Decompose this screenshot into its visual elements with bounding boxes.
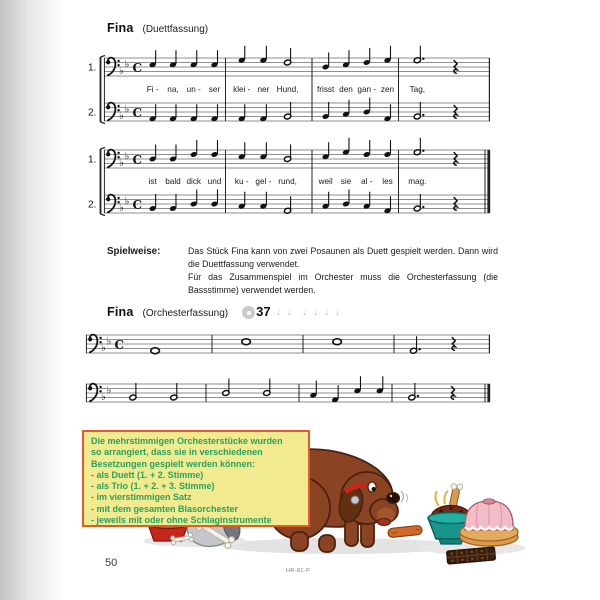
svg-text:ist: ist xyxy=(148,177,157,186)
music-system-duet-1 xyxy=(82,44,502,130)
music-system-orchester-2 xyxy=(82,375,502,407)
svg-text:mag.: mag. xyxy=(408,177,427,186)
svg-text:dick: dick xyxy=(186,177,202,186)
svg-text:ner: ner xyxy=(257,85,270,94)
piece-title: Fina xyxy=(107,305,134,319)
dog-hind-paw xyxy=(291,532,308,551)
sniff-mark xyxy=(406,494,408,502)
svg-text:♭: ♭ xyxy=(101,342,106,354)
piece-title: Fina xyxy=(107,21,134,35)
svg-text:al -: al - xyxy=(361,177,373,186)
svg-text:Fi -: Fi - xyxy=(146,85,159,94)
spielweise-text xyxy=(188,245,498,297)
svg-text:gan -: gan - xyxy=(357,85,377,94)
svg-text:♭: ♭ xyxy=(124,195,130,208)
piece-subtitle: (Orchesterfassung) xyxy=(142,308,229,319)
cd-track-icon xyxy=(242,306,255,319)
svg-text:♭: ♭ xyxy=(119,65,124,77)
svg-text:Tag,: Tag, xyxy=(409,85,426,94)
svg-text:sie: sie xyxy=(340,177,352,186)
svg-text:un -: un - xyxy=(186,85,201,94)
cd-hole xyxy=(247,311,251,315)
svg-text:den: den xyxy=(339,85,353,94)
svg-text:ser: ser xyxy=(208,85,221,94)
svg-text:les: les xyxy=(382,177,393,186)
svg-text:gel -: gel - xyxy=(255,177,272,186)
svg-text:Hund,: Hund, xyxy=(276,85,299,94)
dog-shadow xyxy=(222,538,458,554)
svg-text:klei -: klei - xyxy=(233,85,251,94)
infobox-line: - als Duett (1. + 2. Stimme) xyxy=(91,469,204,480)
count-in-notes-icon: ♩♩ ♩♩♩♩ xyxy=(276,307,347,318)
svg-text:2.: 2. xyxy=(88,107,97,119)
music-system-orchester-1 xyxy=(82,326,502,358)
title-orchesterfassung xyxy=(107,303,347,319)
svg-text:♭: ♭ xyxy=(101,391,106,403)
edition-code: HR-81-P xyxy=(286,568,311,574)
svg-text:rund,: rund, xyxy=(278,177,297,186)
svg-text:1.: 1. xyxy=(88,154,97,166)
infobox-line: - mit dem gesamten Blasorchester xyxy=(91,503,239,514)
svg-text:C: C xyxy=(114,338,125,352)
svg-text:♭: ♭ xyxy=(106,335,112,348)
infobox-line: Besetzungen gespielt werden können: xyxy=(91,458,256,469)
infobox-line: Die mehrstimmigen Orchesterstücke wurden xyxy=(91,436,283,446)
spielweise-label: Spielweise: xyxy=(107,246,161,257)
spielweise-paragraph-2: Für das Zusammenspiel im Orchester muss die Orchesterfassung (die Bassstimme) verwendet werden. xyxy=(188,271,498,295)
dog-hind-paw xyxy=(319,535,335,552)
sausage xyxy=(388,525,423,538)
svg-text:1.: 1. xyxy=(88,62,97,74)
svg-text:ku -: ku - xyxy=(234,177,249,186)
orchester-info-box xyxy=(82,430,310,527)
svg-text:weil: weil xyxy=(318,177,333,186)
collar-tag xyxy=(351,496,359,504)
svg-text:C: C xyxy=(132,153,143,167)
svg-text:frisst: frisst xyxy=(317,85,335,94)
svg-text:C: C xyxy=(132,61,143,75)
piece-subtitle: (Duettfassung) xyxy=(142,24,209,35)
svg-text:C: C xyxy=(132,106,143,120)
music-system-duet-2 xyxy=(82,136,502,222)
spielweise-paragraph-1: Das Stück Fina kann von zwei Posaunen als Duett gespielt werden. Dann wird die Duettfassung verwendet. xyxy=(188,246,498,269)
infobox-line: - jeweils mit oder ohne Schlaginstrumente xyxy=(91,515,272,526)
svg-text:bald: bald xyxy=(165,177,181,186)
title-duettfassung xyxy=(107,21,208,35)
svg-text:2.: 2. xyxy=(88,199,97,211)
page-scan-edge-shadow xyxy=(0,0,66,600)
svg-text:zen: zen xyxy=(380,85,395,94)
infobox-line: so arrangiert, dass sie in verschiedenen xyxy=(91,447,263,458)
svg-text:♭: ♭ xyxy=(119,202,124,214)
svg-text:na,: na, xyxy=(167,85,179,94)
svg-text:♭: ♭ xyxy=(106,384,112,397)
svg-text:♭: ♭ xyxy=(124,103,130,116)
svg-text:♭: ♭ xyxy=(124,58,130,71)
cake xyxy=(460,499,518,546)
sniff-mark xyxy=(401,491,404,502)
cd-track-number: 37 xyxy=(256,304,271,319)
infobox-line: - im vierstimmigen Satz xyxy=(91,492,192,503)
infobox-line: - als Trio (1. + 2. + 3. Stimme) xyxy=(91,481,215,492)
svg-text:und: und xyxy=(207,177,222,186)
svg-text:♭: ♭ xyxy=(119,157,124,169)
svg-text:♭: ♭ xyxy=(119,110,124,122)
dog-nose xyxy=(387,493,400,504)
page-number: 50 xyxy=(105,557,118,569)
svg-text:C: C xyxy=(132,198,143,212)
svg-text:♭: ♭ xyxy=(124,150,130,163)
dog-mouth xyxy=(378,519,391,526)
